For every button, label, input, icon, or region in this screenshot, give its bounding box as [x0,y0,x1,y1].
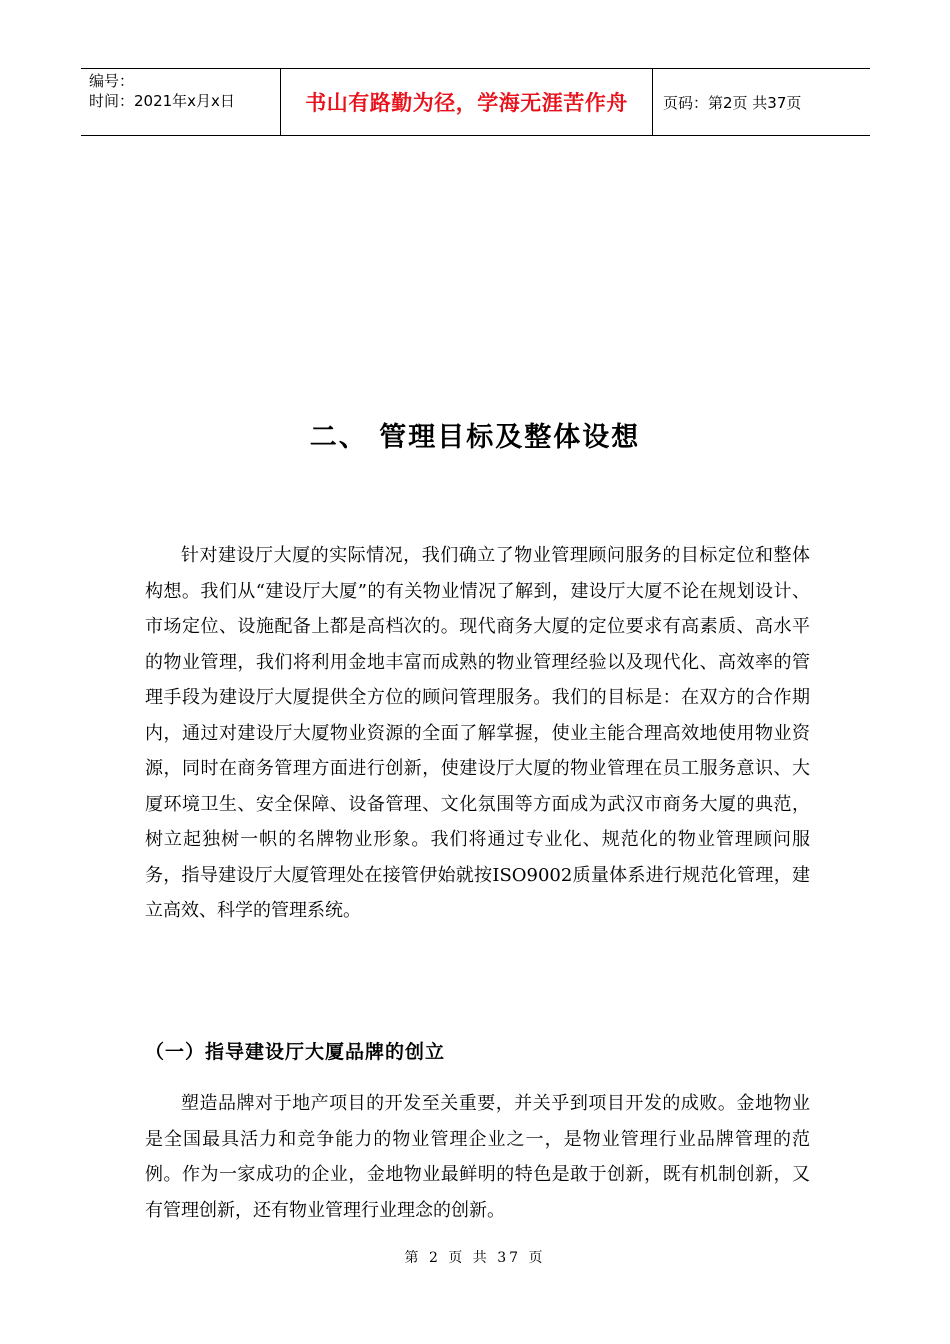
header-page-cell [653,69,870,135]
page-header [81,68,870,136]
header-motto-cell [281,69,653,135]
body-paragraph-1: 针对建设厅大厦的实际情况，我们确立了物业管理顾问服务的目标定位和整体构想。我们从“建设厅大厦”的有关物业情况了解到，建设厅大厦不论在规划设计、市场定位、设施配备上都是高档次的。现代商务大厦的定位要求有高素质、高水平的物业管理，我们将利用金地丰富而成熟的物业管理经验以及现代化、高效率的管理手段为建设厅大厦提供全方位的顾问管理服务。我们的目标是：在双方的合作期内，通过对建设厅大厦物业资源的全面了解掌握，使业主能合理高效地使用物业资源，同时在商务管理方面进行创新，使建设厅大厦的物业管理在员工服务意识、大厦环境卫生、安全保障、设备管理、文化氛围等方面成为武汉市商务大厦的典范，树立起独树一帜的名牌物业形象。我们将通过专业化、规范化的物业管理顾问服务，指导建设厅大厦管理处在接管伊始就按ISO9002质量体系进行规范化管理，建立高效、科学的管理系统。 [145,545,810,921]
body-paragraph-2: 塑造品牌对于地产项目的开发至关重要，并关乎到项目开发的成败。金地物业是全国最具活力和竞争能力的物业管理企业之一，是物业管理行业品牌管理的范例。作为一家成功的企业，金地物业最鲜明的特色是敢于创新，既有机制创新，又有管理创新，还有物业管理行业理念的创新。 [145,1093,810,1221]
header-motto: 书山有路勤为径，学海无涯苦作舟 [305,91,628,115]
section-heading: （一）指导建设厅大厦品牌的创立 [145,1041,446,1063]
document-number-label: 编号： [89,72,135,90]
header-meta-cell [81,69,281,135]
header-page-info: 页码：第2页 共37页 [663,93,802,112]
document-title: 二、 管理目标及整体设想 [309,422,641,453]
document-time-label: 时间：2021年x月x日 [89,92,235,110]
page-footer: 第 2 页 共 37 页 [404,1250,546,1266]
